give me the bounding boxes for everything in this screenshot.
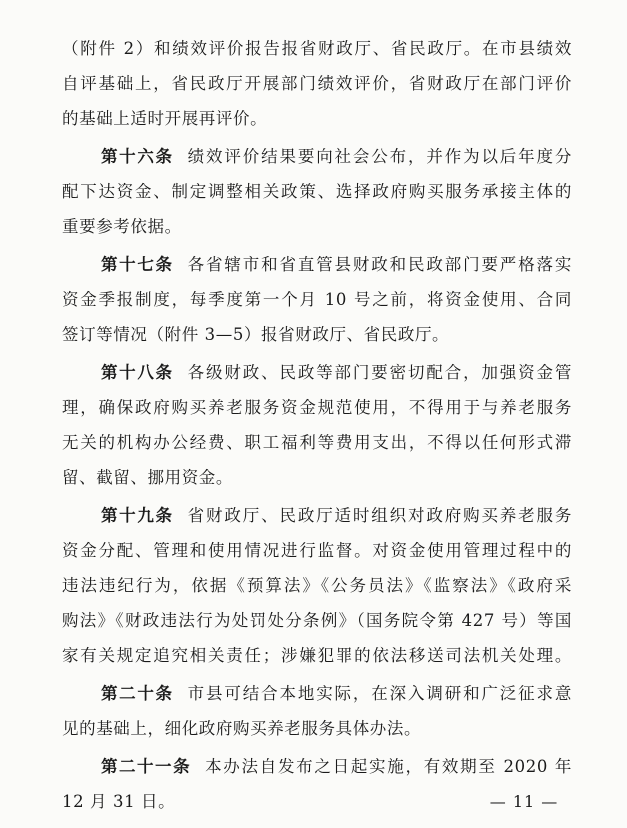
body-line: 购法》《财政违法行为处罚处分条例》（国务院令第 427 号）等国	[62, 611, 572, 630]
body-text: 各省辖市和省直管县财政和民政部门要严格落实	[187, 255, 572, 274]
body-line: 理，确保政府购买养老服务资金规范使用，不得用于与养老服务	[62, 398, 572, 417]
body-line: 重要参考依据。	[62, 217, 182, 236]
body-text: 绩效评价结果要向社会公布，并作为以后年度分	[187, 147, 572, 166]
body-text: 市县可结合本地实际，在深入调研和广泛征求意	[187, 684, 572, 703]
body-line: 违法违纪行为，依据《预算法》《公务员法》《监察法》《政府采	[62, 576, 572, 595]
article-20-heading: 第二十条	[101, 684, 174, 703]
article-21-first-line	[101, 753, 572, 781]
body-line: 留、截留、挪用资金。	[62, 468, 233, 487]
body-line: 的基础上适时开展再评价。	[62, 109, 268, 128]
body-line: 12 月 31 日。	[62, 792, 176, 811]
body-line: 家有关规定追究相关责任；涉嫌犯罪的依法移送司法机关处理。	[62, 646, 572, 665]
body-text: 本办法自发布之日起实施，有效期至 2020 年	[205, 757, 573, 776]
body-line: 见的基础上，细化政府购买养老服务具体办法。	[62, 719, 422, 738]
article-17-heading: 第十七条	[101, 255, 174, 274]
body-text: 省财政厅、民政厅适时组织对政府购买养老服务	[187, 506, 572, 525]
article-18-heading: 第十八条	[101, 363, 174, 382]
body-line: 资金季报制度，每季度第一个月 10 号之前，将资金使用、合同	[62, 290, 572, 309]
page-number: — 11 —	[489, 792, 559, 811]
body-line: 签订等情况（附件 3—5）报省财政厅、省民政厅。	[62, 325, 450, 344]
article-21-heading: 第二十一条	[101, 757, 192, 776]
body-line: 无关的机构办公经费、职工福利等费用支出，不得以任何形式滞	[62, 433, 572, 452]
body-line: 配下达资金、制定调整相关政策、选择政府购买服务承接主体的	[62, 182, 572, 201]
article-19-heading: 第十九条	[101, 506, 174, 525]
article-16-heading: 第十六条	[101, 147, 174, 166]
body-line: （附件 2）和绩效评价报告报省财政厅、省民政厅。在市县绩效	[62, 39, 572, 58]
body-line: 资金分配、管理和使用情况进行监督。对资金使用管理过程中的	[62, 541, 572, 560]
body-text: 各级财政、民政等部门要密切配合，加强资金管	[187, 363, 572, 382]
body-line: 自评基础上，省民政厅开展部门绩效评价，省财政厅在部门评价	[62, 74, 572, 93]
